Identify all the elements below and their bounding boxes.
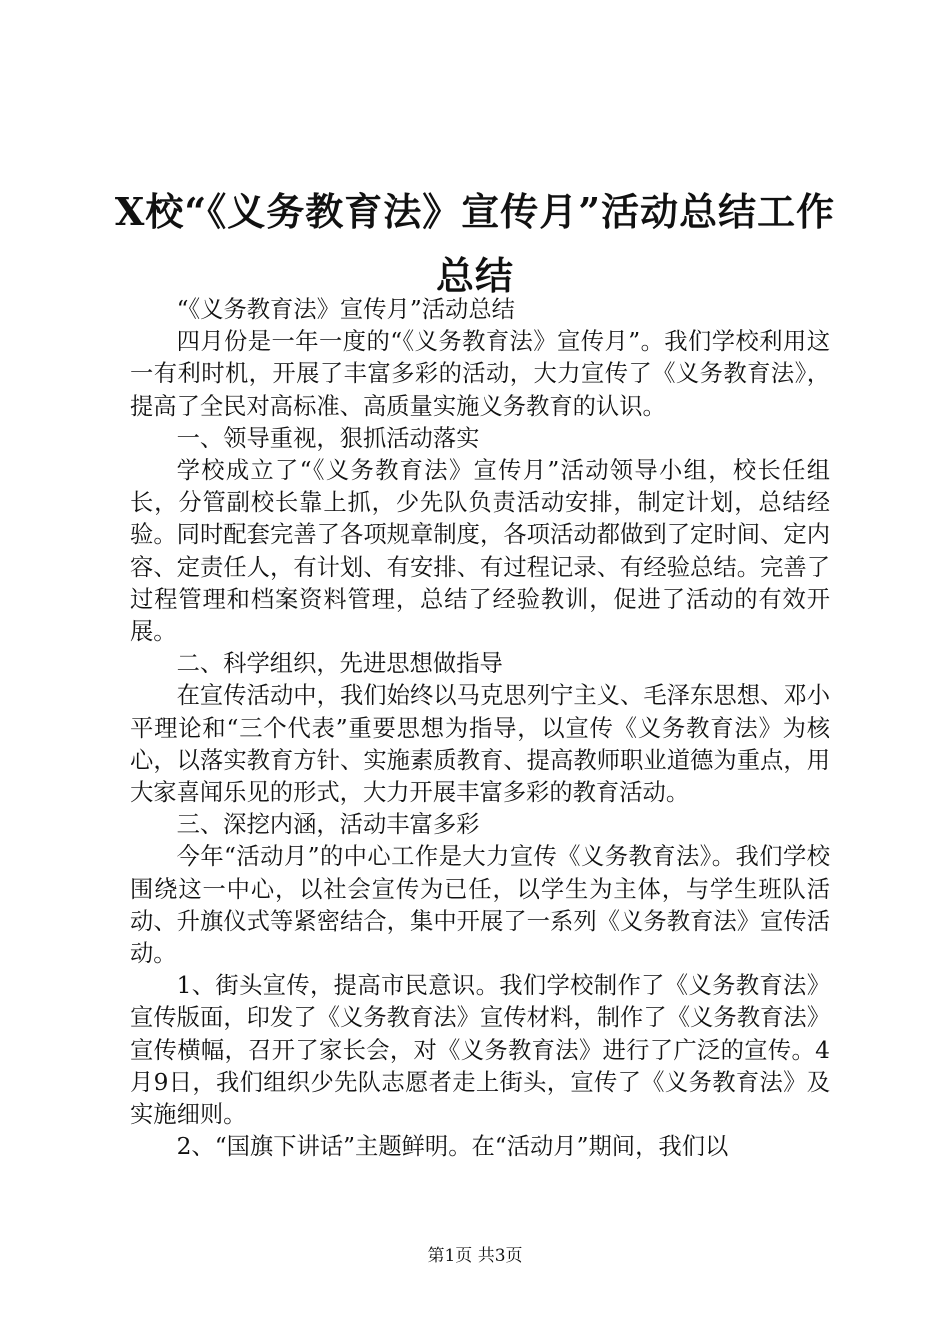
document-title: X校“《义务教育法》宣传月”活动总结工作总结 bbox=[114, 189, 836, 298]
document-body bbox=[130, 294, 830, 1163]
section-heading: 二、科学组织，先进思想做指导 bbox=[176, 650, 503, 678]
section-heading: 三、深挖内涵，活动丰富多彩 bbox=[176, 811, 480, 839]
paragraph-heading: “《义务教育法》宣传月”活动总结 bbox=[176, 296, 515, 323]
paragraph: 学校成立了“《义务教育法》宣传月”活动领导小组，校长任组长，分管副校长靠上抓，少先队负责活动安排，制定计划，总结经验。同时配套完善了各项规章制度，各项活动都做到了定时间、定内容、定责任人，有计划、有安排、有过程记录、有经验总结。完善了过程管理和档案资料管理，总结了经验教训，促进了活动的有效开展。 bbox=[130, 457, 830, 646]
paragraph: 2、“国旗下讲话”主题鲜明。在“活动月”期间，我们以 bbox=[176, 1133, 729, 1161]
paragraph: 1、街头宣传，提高市民意识。我们学校制作了《义务教育法》宣传版面，印发了《义务教育法》宣传材料，制作了《义务教育法》宣传横幅，召开了家长会，对《义务教育法》进行了广泛的宣传。4月9日，我们组织少先队志愿者走上街头，宣传了《义务教育法》及实施细则。 bbox=[130, 972, 830, 1129]
paragraph: 四月份是一年一度的“《义务教育法》宣传月”。我们学校利用这一有利时机，开展了丰富多彩的活动，大力宣传了《义务教育法》，提高了全民对高标准、高质量实施义务教育的认识。 bbox=[130, 328, 830, 420]
page-number-footer: 第1页 共3页 bbox=[427, 1246, 523, 1266]
section-heading: 一、领导重视，狠抓活动落实 bbox=[176, 424, 480, 452]
paragraph: 今年“活动月”的中心工作是大力宣传《义务教育法》。我们学校围绕这一中心，以社会宣传为已任，以学生为主体，与学生班队活动、升旗仪式等紧密结合，集中开展了一系列《义务教育法》宣传活动。 bbox=[130, 843, 830, 968]
paragraph: 在宣传活动中，我们始终以马克思列宁主义、毛泽东思想、邓小平理论和“三个代表”重要思想为指导，以宣传《义务教育法》为核心，以落实教育方针、实施素质教育、提高教师职业道德为重点，用大家喜闻乐见的形式，大力开展丰富多彩的教育活动。 bbox=[130, 682, 830, 807]
